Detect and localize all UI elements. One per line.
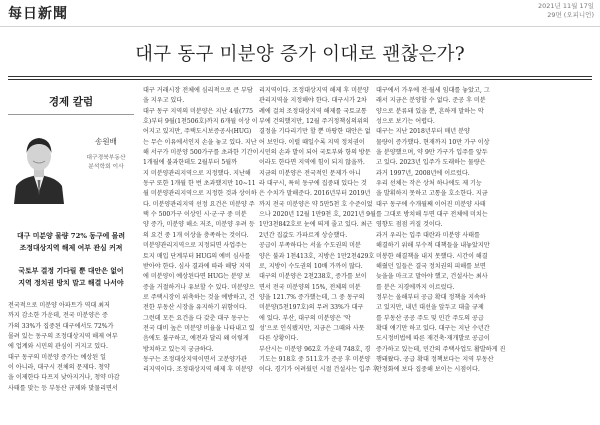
text-line: 은 수치가 말해준다. 2016년부터 2019년 [259, 190, 371, 198]
subheading-line: 국토부 결정 기다릴 뿐 대안은 없어 [18, 267, 124, 275]
text-line: 어지고 있지만, 주택도시보증공사(HUG) [143, 128, 252, 136]
newspaper-logo[interactable]: 每日新聞 [8, 6, 68, 22]
text-line: 를 분은 지경에까지 이르렀다. [376, 283, 455, 291]
text-line: 이 아니라, 대구시 전체의 문제다. 청약 [8, 364, 110, 372]
text-line: 가의 33%가 집중된 대구에서도 72%가 [8, 322, 114, 330]
publication-date [538, 2, 594, 20]
text-line: 까지 전국 미분양은 약 5만5천 호 수준이었 [259, 200, 373, 208]
text-line: 으나 2020년 12월 1만9천 호, 2021년 9월 [259, 211, 376, 219]
author-photo [12, 120, 66, 204]
text-line: 관리지역을 지정해야 한다. 대구시가 2차 [259, 97, 367, 105]
text-line: 증가하고 있는데, 민간의 주택사업도 활발하게 진 [376, 345, 506, 353]
subheading-line: 대구 미분양 물량 72% 동구에 몰려 [16, 232, 125, 240]
text-line: 고 있지만, 내년 대선을 앞두고 대출 규제 [376, 304, 484, 312]
author-name: 송원배 [95, 137, 117, 146]
text-line: 안정화에 보다 집중해 보이는 시점이다. [376, 366, 480, 374]
text-line: 대구 동구에 수개월째 이어진 미분양 사태 [376, 200, 486, 208]
article-headline: 대구 동구 미분양 증가 이대로 괜찮은가? [135, 44, 465, 65]
subheading-2 [8, 265, 134, 289]
text-line: 이라도 한다면 지역에 힘이 되지 않을까. [259, 159, 365, 167]
page-section-line: 29면 (오피니언) [547, 11, 594, 19]
text-line: 미분양(5천197호)의 무려 33%가 대구 [259, 304, 364, 312]
text-line: 확대 얘기만 하고 있다. 대구는 지난 수년간 [376, 324, 490, 332]
text-line: 부산시는 미분양 962호 가운데 748호, 경 [259, 345, 371, 353]
text-line: 이다. 경기가 어려웠던 시절 건설사는 입주 후 [259, 366, 379, 374]
subheading-1 [8, 230, 134, 254]
text-line: 에 미분양이 예상된다면 HUG는 분양 보 [143, 273, 251, 281]
text-line: 미봉한 해결책을 내지 못했다. 시간이 해결 [376, 252, 488, 260]
text-line: 늦을을 마크고 말아야 했고, 건설사는 최사 [376, 273, 488, 281]
text-line: 대구 동구의 미분양 증가는 예상된 일 [8, 353, 106, 361]
text-line: 월 미분양관리지역으로 지정한 것과 상이하 [143, 190, 257, 198]
text-line: 영향도 점점 커질 것이다. [376, 221, 443, 229]
text-line: 에 업계와 시민의 관심이 커지고 있다. [8, 343, 108, 351]
text-line: 다. 미분양관리지역 선정 요건은 미분양 주 [143, 200, 255, 208]
text-line: 해 서구가 미분양 500가구를 초과한 기간이 [143, 149, 259, 157]
text-line: 물량이 증가했다. 현재까지 10만 가구 이상 [376, 138, 490, 146]
left-body-text [8, 301, 134, 397]
text-line: 해줬던 일들은 결국 정치권의 피해를 보면 [376, 262, 486, 270]
text-line: 고 있다. 2023년 입주가 도래하는 물량은 [376, 159, 486, 167]
text-line: 전국적으로 미분양 아파트가 역대 최저 [8, 302, 110, 309]
text-line: 부에 건의했지만, 12월 주거정책심의위의 [259, 118, 369, 126]
text-line: 증을 거절하거나 유보할 수 있다. 미분양으 [143, 283, 255, 291]
text-line: 양 증가, 미분양 해소 저조, 미분양 우려 등 [143, 221, 255, 229]
text-line: 미분양관리지역으로 지정되면 사업주는 [143, 242, 247, 250]
text-line: 전한 부동산 시장을 유지하기 위함이다. [143, 304, 247, 312]
left-column [8, 88, 134, 418]
text-line: 을 이제한다 다프지 낮아지거나, 청약 마감 [8, 374, 120, 382]
text-line: 어 보인다. 이럴 때일수록 지역 정치권이 [259, 138, 365, 146]
text-line: 을 분양했으며, 약 9만 가구가 입주를 앞두 [376, 149, 488, 157]
text-line: 를 부동산 공공 주도 및 민간 주도의 공급 [376, 314, 484, 322]
text-line: 성'으로 인식됐지만, 지금은 그때와 사뭇 [259, 324, 365, 332]
text-line: 2년간 집값도 가파르게 상승했다. [259, 231, 348, 239]
text-line: 성으로 보기는 어렵다. [376, 118, 435, 126]
text-line: 을 지우고 있다. [143, 97, 185, 105]
text-line: 1개월에 불과한데도 2월부터 5월까 [143, 159, 237, 167]
text-line: 양으로 분류돼 있을 뿐, 흔하게 말하는 악 [376, 107, 484, 115]
text-line: 례에 걸쳐 조정대상지역 해제를 국토교통 [259, 107, 367, 115]
text-line: 택 수 500가구 이상인 시·군·구 중 미분 [143, 211, 247, 219]
text-line: 방치하고 있는지 궁금하다. [143, 345, 214, 353]
text-line: 정부는 올해부터 공급 확대 정책을 지속하 [376, 293, 486, 301]
text-line: 기도는 918호 중 511호가 준공 후 미분양 [259, 355, 371, 363]
author-org-line: 분석학회 이사 [88, 164, 124, 170]
body-column-3 [376, 86, 506, 420]
text-line: 을 발휘하지 못하고 고통을 호소한다. 지금 [376, 190, 488, 198]
text-line: 받아야 한다. 심사 결과에 따라 해당 지역 [143, 262, 251, 270]
text-line: 동구 또한 1개월 한 번 초과했지만 10~11 [143, 180, 256, 188]
headline-rule-bottom [8, 79, 592, 80]
text-line: 행돼왔다. 공급 확대 정책보다는 지역 부동산 [376, 355, 494, 363]
text-line: 지금의 미분양은 전국적인 문제가 아니 [259, 169, 361, 177]
text-line: 과거 1997년, 2008년에 이르렀다. [376, 169, 470, 177]
text-line: 전국 대비 높은 미분양 비율을 나타내고 있 [143, 324, 255, 332]
text-line: 는 무슨 이유에서인지 손을 놓고 있다. 지난 [143, 138, 257, 146]
text-line: 라 대구시, 특히 동구에 집중돼 있다는 것 [259, 180, 367, 188]
body-column-2 [259, 86, 379, 420]
subheading-line: 지역 정치권 방치 말고 해결 나서야 [18, 279, 124, 287]
text-line: 양은 불과 1천413호, 지방은 1만2천429호 [259, 252, 375, 260]
text-line: 그런데 모든 요건을 다 갖춘 대구 동구는 [143, 314, 249, 322]
text-line: 과거 우리는 입주 대란과 미분양 사태를 [376, 231, 480, 239]
text-line: 를 그대로 방치해 두면 대구 전체에 미치는 [376, 211, 488, 219]
text-line: 로, 지방이 수도권의 10배 가까이 많다. [259, 262, 363, 270]
masthead [0, 0, 600, 27]
text-line: 음에도 불구하고, 예전과 달리 왜 이렇게 [143, 335, 249, 343]
text-line: 호)부터 9월(1천506호)까지 6개월 이상 이 [143, 118, 258, 126]
text-line: 지 미분양관리지역으로 지정했다. 지난해 [143, 169, 251, 177]
text-line: 까지 감소한 가운데, 전국 미분양은 증 [8, 312, 108, 320]
text-line: 도시정비법에 따른 재건축·재개발로 공급이 [376, 335, 490, 343]
headline-rule-top [8, 76, 592, 77]
text-line: 대구의 미분양은 2천238호, 증가를 보이 [259, 273, 367, 281]
date-line: 2021년 11월 17일 [537, 2, 594, 10]
text-line: 공급이 부족하다는 서울 수도권의 미분 [259, 242, 361, 250]
text-line: 로 주택시장이 위축하는 것을 예방하고, 건 [143, 293, 255, 301]
text-line: 에 있다. 부산, 대구의 미분양은 '악 [259, 314, 351, 322]
text-line: 사태를 맞는 등 부동산 규제와 맞물리면서 [8, 384, 118, 392]
text-line: 결정을 기다리기만 할 뿐 마땅한 대안은 없 [259, 128, 371, 136]
text-line: 양을 121.7% 증가했는데, 그 중 동구의 [259, 293, 365, 301]
text-line: 대구 동구 지역의 미분양은 지난 4월(775 [143, 107, 253, 115]
subheading-line: 조정대상지역 해제 여부 관심 커져 [19, 244, 123, 252]
text-line: 동구는 조정대상지역이면서 고분양가관 [143, 355, 247, 363]
text-line: 시민의 손과 발이 되어 국토부와 항의 방문 [259, 149, 371, 157]
author-affiliation [74, 154, 138, 172]
text-line: 토지 매입 단계부터 HUG의 예비 심사를 [143, 252, 251, 260]
text-line: 의 요건 중 1개 이상을 충족하는 것이다. [143, 231, 249, 239]
column-kicker: 경제 칼럼 [48, 96, 94, 108]
text-line: 우리 선체는 작은 상처 하나에도 제 기능 [376, 180, 482, 188]
text-line: 해결하기 위해 부수적 대책들을 내놓았지만 [376, 242, 490, 250]
text-line: 리지역이다. 조정대상지역 해제 후 미분양 [259, 87, 369, 94]
text-line: 래서 지금은 분양할 수 없다. 준공 후 미분 [376, 97, 486, 105]
text-line: 다른 상황이다. [259, 335, 299, 343]
text-line: 몰려 있는 동구의 조정대상지역 해제 여부 [8, 333, 118, 341]
text-line: 리지역이다. 조정대상지역 해제 후 미분양 [143, 366, 253, 374]
text-line: 대구 거래시장 전체에 심리적으로 큰 부담 [143, 87, 253, 94]
author-byline [74, 136, 138, 172]
text-line: 대구에서 가우에 전·월세 임대를 놓았고, 그 [376, 87, 490, 94]
kicker-divider [8, 114, 134, 115]
body-column-1 [143, 86, 259, 420]
text-line: 대구는 지난 2018년부터 매년 분양 [376, 128, 470, 136]
text-line: 1만3천842호로 눈에 띄게 줄고 있다. 최근 [259, 221, 373, 229]
text-line: 면서 전국 미분양의 15%, 전체의 미분 [259, 283, 361, 291]
author-org-line: 대구경북부동산 [86, 155, 126, 161]
